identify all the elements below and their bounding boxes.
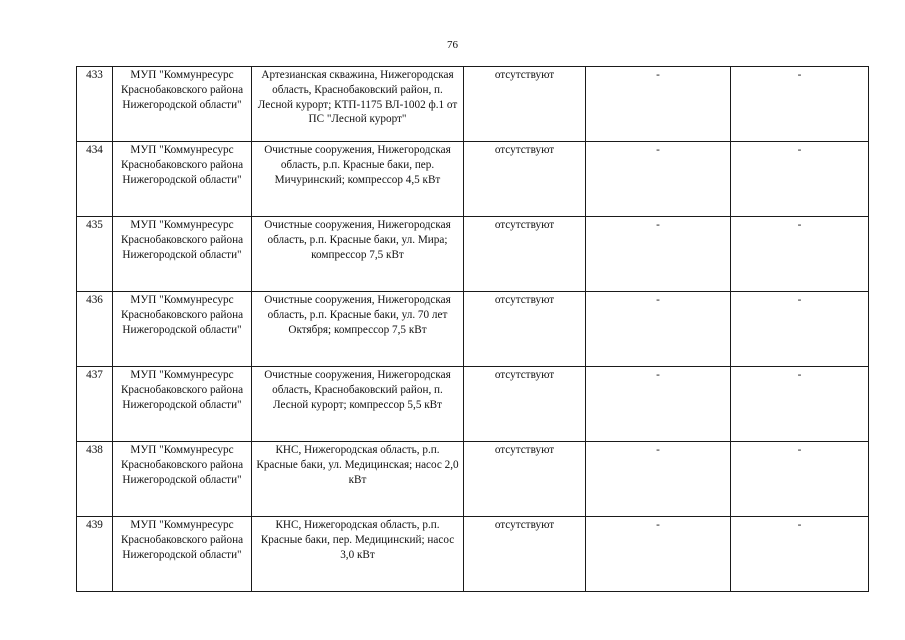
organization-cell: МУП "Коммунресурс Краснобаковского района Нижегородской области" <box>113 142 252 217</box>
table-row <box>77 142 869 217</box>
dash-cell: - <box>586 67 731 142</box>
dash-cell: - <box>586 217 731 292</box>
table-row <box>77 517 869 592</box>
object-cell: Очистные сооружения, Нижегородская область, р.п. Красные баки, ул. 70 лет Октября; компрессор 7,5 кВт <box>252 292 464 367</box>
dash-cell: - <box>586 142 731 217</box>
dash-cell: - <box>731 517 869 592</box>
row-number: 435 <box>77 217 113 292</box>
dash-cell: - <box>731 217 869 292</box>
dash-cell: - <box>586 292 731 367</box>
table-row <box>77 442 869 517</box>
row-number: 438 <box>77 442 113 517</box>
table-row <box>77 67 869 142</box>
row-number: 436 <box>77 292 113 367</box>
organization-cell: МУП "Коммунресурс Краснобаковского района Нижегородской области" <box>113 292 252 367</box>
table-row <box>77 367 869 442</box>
status-cell: отсутствуют <box>464 442 586 517</box>
status-cell: отсутствуют <box>464 292 586 367</box>
object-cell: Очистные сооружения, Нижегородская область, Краснобаковский район, п. Лесной курорт; компрессор 5,5 кВт <box>252 367 464 442</box>
status-cell: отсутствуют <box>464 517 586 592</box>
object-cell: Очистные сооружения, Нижегородская область, р.п. Красные баки, ул. Мира; компрессор 7,5 кВт <box>252 217 464 292</box>
dash-cell: - <box>731 292 869 367</box>
row-number: 437 <box>77 367 113 442</box>
page-number: 76 <box>447 39 458 51</box>
dash-cell: - <box>731 142 869 217</box>
organization-cell: МУП "Коммунресурс Краснобаковского района Нижегородской области" <box>113 517 252 592</box>
organization-cell: МУП "Коммунресурс Краснобаковского района Нижегородской области" <box>113 67 252 142</box>
utility-objects-table <box>76 66 869 592</box>
object-cell: КНС, Нижегородская область, р.п. Красные баки, ул. Медицинская; насос 2,0 кВт <box>252 442 464 517</box>
dash-cell: - <box>731 367 869 442</box>
dash-cell: - <box>586 442 731 517</box>
object-cell: Артезианская скважина, Нижегородская область, Краснобаковский район, п. Лесной курорт; КТП-1175 ВЛ-1002 ф.1 от ПС "Лесной курорт" <box>252 67 464 142</box>
organization-cell: МУП "Коммунресурс Краснобаковского района Нижегородской области" <box>113 367 252 442</box>
row-number: 434 <box>77 142 113 217</box>
object-cell: КНС, Нижегородская область, р.п. Красные баки, пер. Медицинский; насос 3,0 кВт <box>252 517 464 592</box>
dash-cell: - <box>586 517 731 592</box>
table-row <box>77 292 869 367</box>
dash-cell: - <box>586 367 731 442</box>
object-cell: Очистные сооружения, Нижегородская область, р.п. Красные баки, пер. Мичуринский; компрессор 4,5 кВт <box>252 142 464 217</box>
organization-cell: МУП "Коммунресурс Краснобаковского района Нижегородской области" <box>113 442 252 517</box>
status-cell: отсутствуют <box>464 367 586 442</box>
dash-cell: - <box>731 442 869 517</box>
organization-cell: МУП "Коммунресурс Краснобаковского района Нижегородской области" <box>113 217 252 292</box>
status-cell: отсутствуют <box>464 67 586 142</box>
status-cell: отсутствуют <box>464 217 586 292</box>
dash-cell: - <box>731 67 869 142</box>
row-number: 433 <box>77 67 113 142</box>
table-row <box>77 217 869 292</box>
status-cell: отсутствуют <box>464 142 586 217</box>
row-number: 439 <box>77 517 113 592</box>
